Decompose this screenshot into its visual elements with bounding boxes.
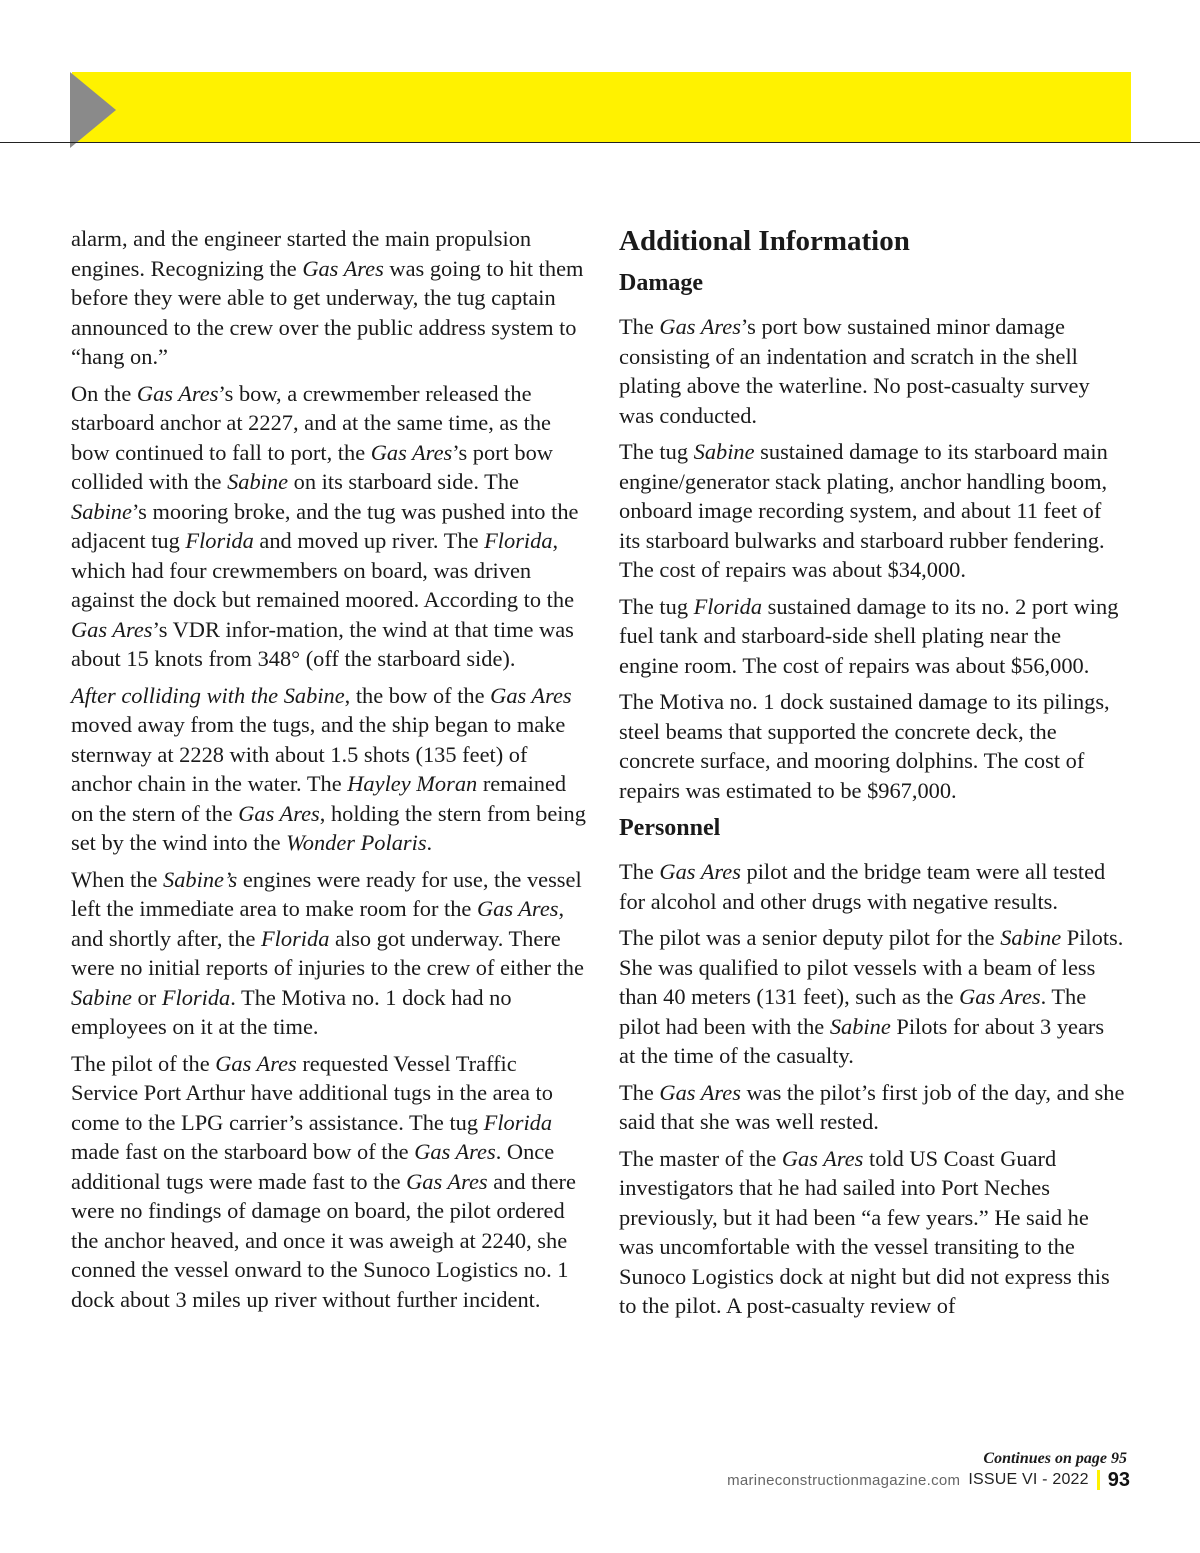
continues-note: Continues on page 95 [983,1450,1127,1467]
personnel-heading: Personnel [619,815,721,841]
paragraph: The Motiva no. 1 dock sustained damage to its pilings, steel beams that supported the concrete deck, the concrete surface, and mooring dolphins. The cost of repairs was estimated to be $967,000. [619,689,1110,803]
paragraph: The tug Florida sustained damage to its no. 2 port wing fuel tank and starboard-side shell plating near the engine room. The cost of repairs was about $56,000. [619,593,1119,678]
paragraph: The Gas Ares’s port bow sustained minor damage consisting of an indentation and scratch in the shell plating above the waterline. No post-casualty survey was conducted. [619,314,1090,428]
paragraph: After colliding with the Sabine, the bow of the Gas Ares moved away from the tugs, and the ship began to make sternway at 2228 with about 1.5 shots (135 feet) of anchor chain in the water. The Hayley Moran remained on the stern of the Gas Ares, holding the stern from being set by the wind into the Wonder Polaris. [71,682,586,855]
paragraph: alarm, and the engineer started the main propulsion engines. Recognizing the Gas Ares was going to hit them before they were able to get underway, the tug captain announced to the crew over the public address system to “hang on.” [71,226,584,369]
paragraph: The pilot was a senior deputy pilot for the Sabine Pilots. She was qualified to pilot vessels with a beam of less than 40 meters (131 feet), such as the Gas Ares. The pilot had been with the Sabine Pilots for about 3 years at the time of the casualty. [619,925,1124,1068]
paragraph: On the Gas Ares’s bow, a crewmember released the starboard anchor at 2227, and at the same time, as the bow continued to fall to port, the Gas Ares’s port bow collided with the Sabine on its starboard side. The Sabine’s mooring broke, and the tug was pushed into the adjacent tug Florida and moved up river. The Florida, which had four crewmembers on board, was driven against the dock but remained moored. According to the Gas Ares’s VDR infor-mation, the wind at that time was about 15 knots from 348° (off the starboard side). [71,380,579,671]
damage-heading: Damage [619,270,703,296]
paragraph: The tug Sabine sustained damage to its starboard main engine/generator stack plating, anchor handling boom, onboard image recording system, and about 11 feet of its starboard bulwarks and starboard rubber fendering. The cost of repairs was about $34,000. [619,439,1108,582]
section-heading: Additional Information [619,225,910,257]
footer-issue: ISSUE VI - 2022 [968,1471,1089,1488]
header-rule [0,142,1200,143]
header-accent-bar [72,72,1131,143]
page-footer [727,1460,1130,1500]
header-arrow-icon [70,72,116,148]
paragraph: When the Sabine’s engines were ready for use, the vessel left the immediate area to make room for the Gas Ares, and shortly after, the Florida also got underway. There were no initial reports of injuries to the crew of either the Sabine or Florida. The Motiva no. 1 dock had no employees on it at the time. [71,866,584,1039]
paragraph: The Gas Ares pilot and the bridge team were all tested for alcohol and other drugs with negative results. [619,859,1106,914]
footer-site: marineconstructionmagazine.com [727,1471,961,1489]
page-number: 93 [1107,1468,1130,1491]
paragraph: The pilot of the Gas Ares requested Vessel Traffic Service Port Arthur have additional tugs in the area to come to the LPG carrier’s assistance. The tug Florida made fast on the starboard bow of the Gas Ares. Once additional tugs were made fast to the Gas Ares and there were no findings of damage on board, the pilot ordered the anchor heaved, and once it was aweigh at 2240, she conned the vessel onward to the Sunoco Logistics no. 1 dock about 3 miles up river without further incident. [71,1050,576,1312]
right-column [619,224,1125,1328]
left-column [71,224,587,1321]
paragraph: The master of the Gas Ares told US Coast Guard investigators that he had sailed into Port Neches previously, but it had been “a few years.” He said he was uncomfortable with the vessel transiting to the Sunoco Logistics dock at night but did not express this to the pilot. A post-casualty review of [619,1145,1110,1318]
footer-divider [1097,1470,1100,1490]
paragraph: The Gas Ares was the pilot’s first job of the day, and she said that she was well rested. [619,1079,1125,1134]
